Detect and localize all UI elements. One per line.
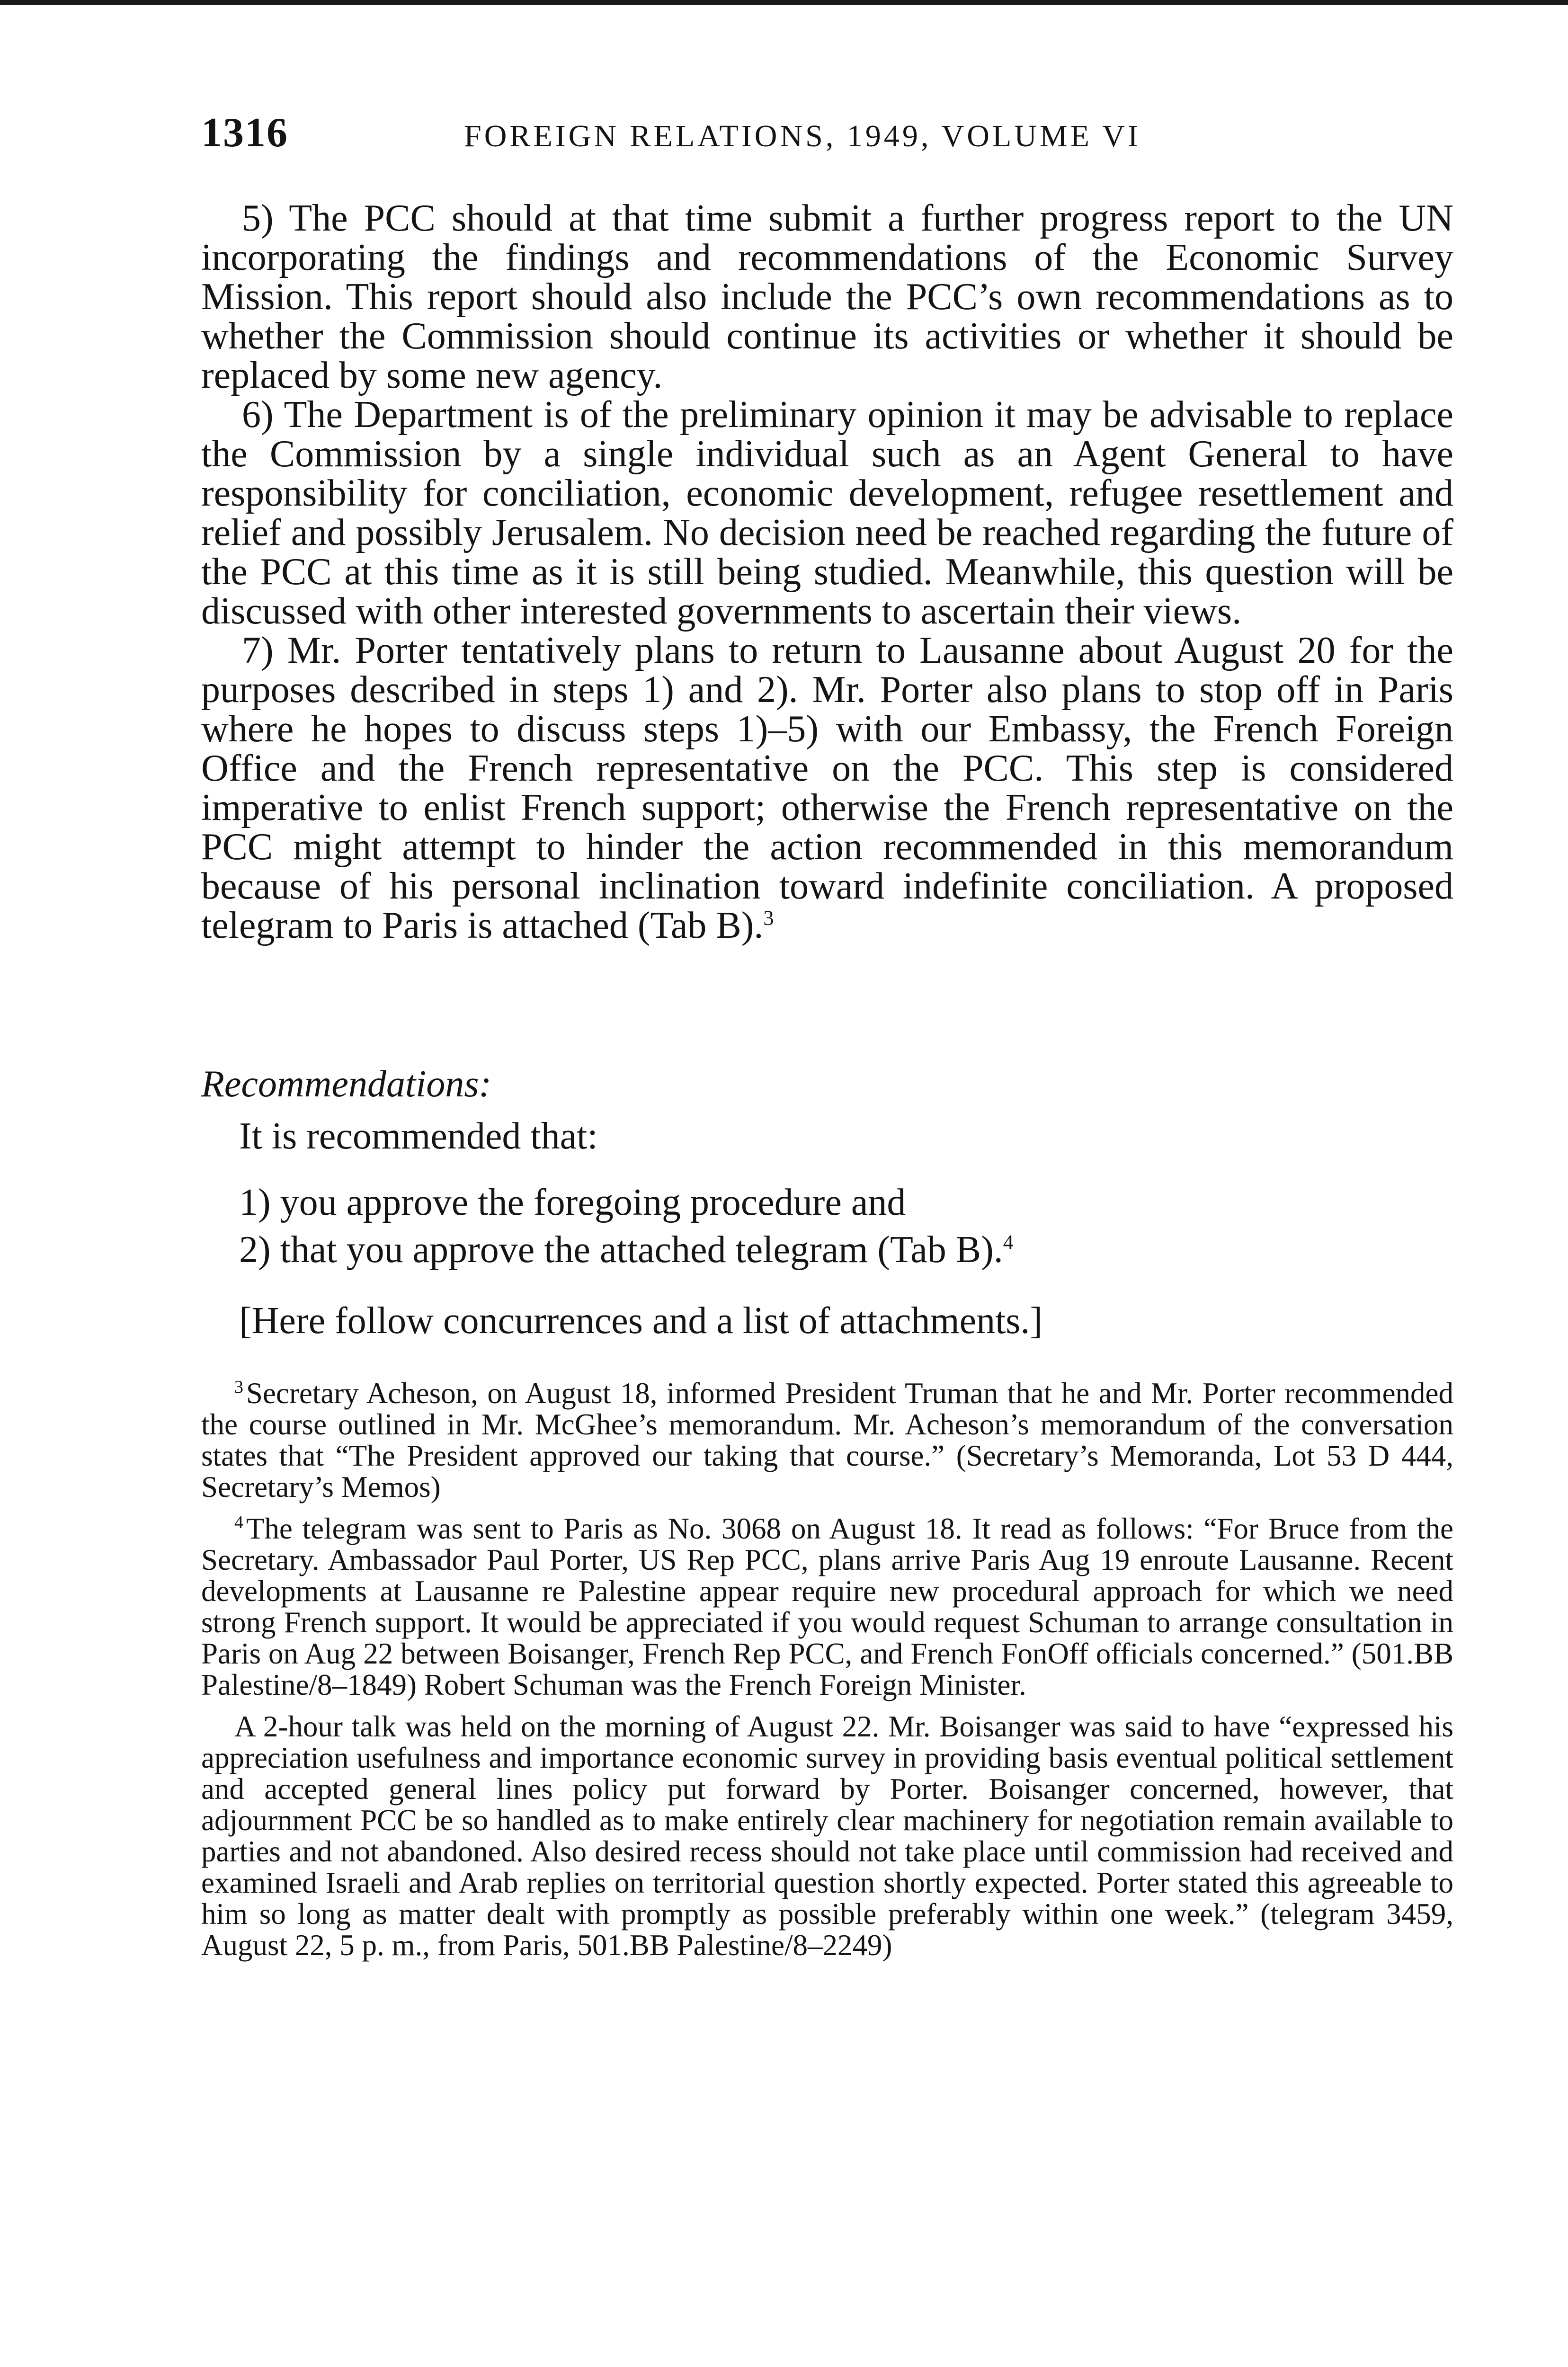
footnote-4 xyxy=(201,1513,1453,1700)
recommendation-item-1: 1) you approve the foregoing procedure and xyxy=(239,1182,906,1223)
paragraph-5: 5) The PCC should at that time submit a further progress report to the UN incorporating the findings and recommendations of the Economic Survey Mission. This report should also include the PCC’s own recommendations as to whether the Commission should continue its activities or whether it should be replaced by some new agency. xyxy=(201,197,1453,396)
footnote-3 xyxy=(201,1378,1453,1503)
recommendation-item-2 xyxy=(239,1226,1453,1273)
recommendations-heading: Recommendations: xyxy=(201,1063,492,1105)
body-text xyxy=(201,199,1453,945)
footnote-4-continuation: A 2-hour talk was held on the morning of August 22. Mr. Boisanger was said to have “expressed his appreciation usefulness and importance economic survey in providing basis eventual political settlement and accepted general lines policy put forward by Porter. Boisanger concerned, however, that adjournment PCC be so handled as to make entirely clear machinery for negotiation remain available to parties and not abandoned. Also desired recess should not take place until commission had received and examined Israeli and Arab replies on territorial question shortly expected. Porter stated this agreeable to him so long as matter dealt with promptly as possible preferably within one week.” (telegram 3459, August 22, 5 p. m., from Paris, 501.BB Palestine/8–2249) xyxy=(201,1710,1453,1962)
recommendations-section xyxy=(201,1060,1453,1344)
footnote-ref-3: 3 xyxy=(763,906,774,930)
running-head: FOREIGN RELATIONS, 1949, VOLUME VI xyxy=(464,119,1141,153)
paragraph-7 xyxy=(201,631,1453,945)
footnote-ref-4: 4 xyxy=(1003,1230,1014,1254)
footnotes xyxy=(201,1378,1453,1971)
paragraph-6: 6) The Department is of the preliminary opinion it may be advisable to replace the Commission by a single individual such as an Agent General to have responsibility for conciliation, economic development, refugee resettlement and relief and possibly Jerusalem. No decision need be reached regarding the future of the PCC at this time as it is still being studied. Meanwhile, this question will be discussed with other interested governments to ascertain their views. xyxy=(201,394,1453,632)
top-border xyxy=(0,0,1568,5)
recommendation-item-2-text: 2) that you approve the attached telegram (Tab B). xyxy=(239,1229,1003,1271)
recommendations-intro: It is recommended that: xyxy=(239,1115,598,1157)
footnote-3-number: 3 xyxy=(234,1377,243,1397)
page-header xyxy=(201,109,1453,156)
footnote-4-text: The telegram was sent to Paris as No. 3068 on August 18. It read as follows: “For Bruce from the Secretary. Ambassador Paul Porter, US Rep PCC, plans arrive Paris Aug 19 enroute Lausanne. Recent developments at Lausanne re Palestine appear require new procedural approach for which we need strong French support. It would be appreciated if you would request Schuman to arrange consultation in Paris on Aug 22 between Boisanger, French Rep PCC, and French FonOff officials concerned.” (501.BB Palestine/8–1849) Robert Schuman was the French Foreign Minister. xyxy=(201,1512,1453,1701)
editorial-note: [Here follow concurrences and a list of attachments.] xyxy=(239,1300,1043,1342)
footnote-4-number: 4 xyxy=(234,1513,243,1532)
page-number: 1316 xyxy=(201,110,288,156)
footnote-3-text: Secretary Acheson, on August 18, informed President Truman that he and Mr. Porter recommended the course outlined in Mr. McGhee’s memorandum. Mr. Acheson’s memorandum of the conversation states that “The President approved our taking that course.” (Secretary’s Memoranda, Lot 53 D 444, Secretary’s Memos) xyxy=(201,1377,1453,1504)
recommendations-list xyxy=(201,1179,1453,1273)
paragraph-7-text: 7) Mr. Porter tentatively plans to return to Lausanne about August 20 for the purposes described in steps 1) and 2). Mr. Porter also plans to stop off in Paris where he hopes to discuss steps 1)–5) with our Embassy, the French Foreign Office and the French representative on the PCC. This step is considered imperative to enlist French support; otherwise the French representative on the PCC might attempt to hinder the action recommended in this memorandum because of his personal inclination toward indefinite conciliation. A proposed telegram to Paris is attached (Tab B). xyxy=(201,630,1453,946)
